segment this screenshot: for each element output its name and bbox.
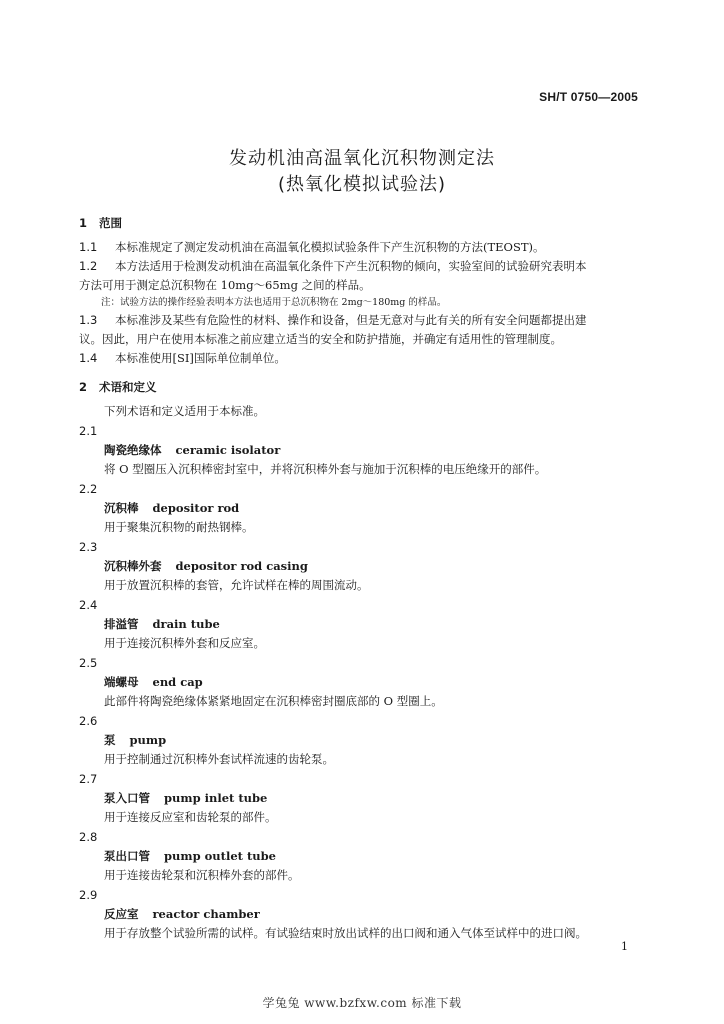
standard-code: SH/T 0750—2005 xyxy=(539,90,638,104)
term-number: 2.1 xyxy=(79,424,98,438)
term-en: drain tube xyxy=(152,617,220,631)
term-name xyxy=(79,441,645,460)
term-name xyxy=(79,673,645,692)
section-2-heading xyxy=(79,376,645,398)
term-en: ceramic isolator xyxy=(175,443,281,457)
term-cn: 泵出口管 xyxy=(104,849,150,863)
term-definition: 用于放置沉积棒的套管，允许试样在棒的周围流动。 xyxy=(104,578,369,592)
term-number: 2.7 xyxy=(79,772,98,786)
title-line-1: 发动机油高温氧化沉积物测定法 xyxy=(229,148,495,169)
document-title xyxy=(0,146,724,198)
title-line-2: (热氧化模拟试验法) xyxy=(277,174,447,195)
term-definition: 用于连接反应室和齿轮泵的部件。 xyxy=(104,810,277,824)
clause-number: 1.4 xyxy=(79,351,98,365)
term-name xyxy=(79,731,645,750)
clause-number: 1.1 xyxy=(79,240,98,254)
term-en: reactor chamber xyxy=(152,907,260,921)
term-cn: 排溢管 xyxy=(104,617,139,631)
section-title: 范围 xyxy=(99,216,122,230)
term-number: 2.6 xyxy=(79,714,98,728)
term-en: depositor rod xyxy=(152,501,240,515)
clause-1-3 xyxy=(79,311,645,330)
section-1-heading xyxy=(79,212,645,234)
clause-number: 1.3 xyxy=(79,313,98,327)
page-number: 1 xyxy=(621,940,628,953)
term-number: 2.4 xyxy=(79,598,98,612)
term-definition: 用于连接沉积棒外套和反应室。 xyxy=(104,636,265,650)
document-body xyxy=(79,212,645,943)
note: 注：试验方法的操作经验表明本方法也适用于总沉积物在 2mg～180mg 的样品。 xyxy=(101,297,447,308)
term-cn: 端螺母 xyxy=(104,675,139,689)
clause-1-1 xyxy=(79,238,645,257)
term-definition: 用于存放整个试验所需的试样。有试验结束时放出试样的出口阀和通入气体至试样中的进口阀。 xyxy=(104,926,587,940)
term-name xyxy=(79,789,645,808)
term-cn: 泵 xyxy=(104,733,116,747)
term-name xyxy=(79,847,645,866)
term-definition: 此部件将陶瓷绝缘体紧紧地固定在沉积棒密封圈底部的 O 型圈上。 xyxy=(104,694,443,708)
clause-1-4 xyxy=(79,349,645,368)
term-number: 2.8 xyxy=(79,830,98,844)
clause-text: 本标准使用[SI]国际单位制单位。 xyxy=(115,351,286,365)
term-en: pump outlet tube xyxy=(164,849,276,863)
section-number: 1 xyxy=(79,216,88,230)
term-name xyxy=(79,905,645,924)
term-cn: 反应室 xyxy=(104,907,139,921)
footer-watermark[interactable]: 学兔兔 www.bzfxw.com 标准下载 xyxy=(262,996,462,1010)
term-number: 2.5 xyxy=(79,656,98,670)
term-en: end cap xyxy=(152,675,203,689)
term-definition: 用于聚集沉积物的耐热钢棒。 xyxy=(104,520,254,534)
clause-1-2-continued: 方法可用于测定总沉积物在 10mg～65mg 之间的样品。 xyxy=(79,278,371,292)
term-number: 2.2 xyxy=(79,482,98,496)
term-en: pump xyxy=(129,733,167,747)
clause-1-3-continued: 议。因此，用户在使用本标准之前应建立适当的安全和防护措施，并确定有适用性的管理制度。 xyxy=(79,332,562,346)
section-title: 术语和定义 xyxy=(99,380,157,394)
term-definition: 用于控制通过沉积棒外套试样流速的齿轮泵。 xyxy=(104,752,334,766)
term-name xyxy=(79,557,645,576)
term-cn: 陶瓷绝缘体 xyxy=(104,443,162,457)
clause-text: 本标准涉及某些有危险性的材料、操作和设备，但是无意对与此有关的所有安全问题都提出建 xyxy=(115,313,587,327)
term-number: 2.3 xyxy=(79,540,98,554)
clause-text: 本方法适用于检测发动机油在高温氧化条件下产生沉积物的倾向，实验室间的试验研究表明本 xyxy=(115,259,587,273)
term-cn: 沉积棒 xyxy=(104,501,139,515)
term-name xyxy=(79,499,645,518)
clause-1-2 xyxy=(79,257,645,276)
section-2-intro: 下列术语和定义适用于本标准。 xyxy=(104,404,265,418)
term-name xyxy=(79,615,645,634)
term-number: 2.9 xyxy=(79,888,98,902)
term-en: depositor rod casing xyxy=(175,559,308,573)
term-cn: 泵入口管 xyxy=(104,791,150,805)
clause-text: 本标准规定了测定发动机油在高温氧化模拟试验条件下产生沉积物的方法(TEOST)。 xyxy=(115,240,545,254)
term-definition: 用于连接齿轮泵和沉积棒外套的部件。 xyxy=(104,868,300,882)
term-definition: 将 O 型圈压入沉积棒密封室中，并将沉积棒外套与施加于沉积棒的电压绝缘开的部件。 xyxy=(104,462,547,476)
section-number: 2 xyxy=(79,380,88,394)
clause-number: 1.2 xyxy=(79,259,98,273)
term-en: pump inlet tube xyxy=(164,791,268,805)
term-cn: 沉积棒外套 xyxy=(104,559,162,573)
